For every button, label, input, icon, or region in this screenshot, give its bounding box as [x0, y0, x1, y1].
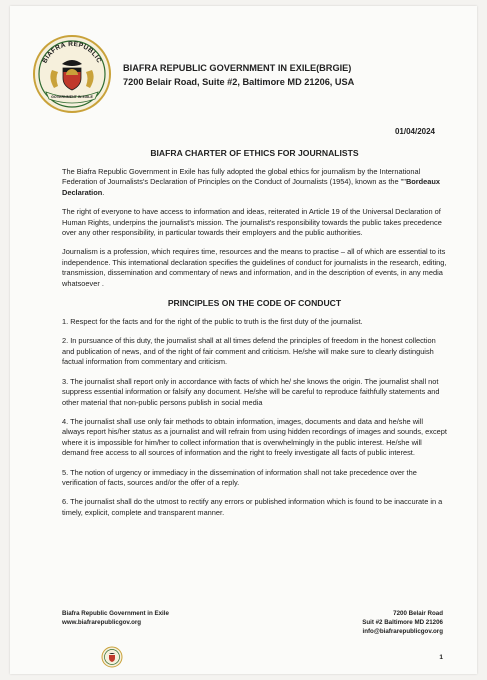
- intro-paragraph: The Biafra Republic Government in Exile has fully adopted the global ethics for journalism by the International Federation of Journalists's Declaration of Principles on the Conduct of Journalists (1954), known as the ""Bordeaux Declaration.: [62, 167, 441, 197]
- page-number: 1: [439, 654, 443, 661]
- principle-item: 4. The journalist shall use only fair methods to obtain information, images, documents and data and he/she will always report his/her status as a journalist and will refrain from using hidden recordings of images and sounds, except where it is impossible for him/her to collect information that is overwhelmingly in the public interest. He/she will demand free access to all sources of information and the right to freely investigate all facts of public interest.: [62, 416, 447, 458]
- footer-right: [362, 609, 443, 636]
- seal-arc-text: BIAFRA REPUBLIC: [41, 40, 103, 65]
- principle-item: 1. Respect for the facts and for the right of the public to truth is the first duty of the journalist.: [62, 317, 363, 327]
- principle-item: 3. The journalist shall report only in accordance with facts of which he/ she knows the origin. The journalist shall not suppress essential information or falsify any document. He/she will be careful to reproduce faithfully statements and other material that non-public persons publish in social media: [62, 376, 440, 407]
- footer-street: 7200 Belair Road: [393, 610, 443, 617]
- organization-address: 7200 Belair Road, Suite #2, Baltimore MD 21206, USA: [123, 77, 355, 87]
- footer-website-link[interactable]: www.biafrarepublicgov.org: [62, 619, 142, 626]
- footer-org-name: Biafra Republic Government in Exile: [62, 610, 169, 617]
- principle-item: 5. The notion of urgency or immediacy in the dissemination of information shall not take precedence over the verification of facts, sources and/or the offer of a reply.: [62, 467, 417, 487]
- document-body: [62, 148, 447, 527]
- footer-suite-city: Suit #2 Baltimore MD 21206: [362, 619, 443, 626]
- footer-email-link[interactable]: info@biafrarepublicgov.org: [362, 628, 443, 635]
- principles-heading: PRINCIPLES ON THE CODE OF CONDUCT: [167, 298, 342, 309]
- document-page: [10, 6, 477, 674]
- paragraph-rights: The right of everyone to have access to information and ideas, reiterated in Article 19 of the Universal Declaration of Human Rights, underpins the journalist's mission. The journalist's responsibility towards the public takes precedence over any other responsibility, in particular towards their employers and the public authorities.: [62, 207, 442, 238]
- organization-name: BIAFRA REPUBLIC GOVERNMENT IN EXILE(BRGIE): [123, 63, 352, 73]
- footer-left: [62, 609, 169, 627]
- coat-of-arms-seal: [32, 34, 112, 114]
- document-date: 01/04/2024: [394, 127, 435, 136]
- principle-item: 2. In pursuance of this duty, the journalist shall at all times defend the principles of freedom in the honest collection and publication of news, and of the right of fair comment and criticism. He/she will make sure to clearly distinguish factual information from commentary and criticism.: [62, 336, 436, 367]
- seal-banner-text: GOVERNMENT IN EXILE: [51, 95, 93, 99]
- footer-seal-icon: [101, 646, 123, 668]
- document-title: BIAFRA CHARTER OF ETHICS FOR JOURNALISTS: [150, 148, 359, 158]
- bordeaux-declaration-text: Bordeaux Declaration: [62, 177, 441, 197]
- principle-item: 6. The journalist shall do the utmost to rectify any errors or published information which is found to be inaccurate in a timely, explicit, complete and transparent manner.: [62, 497, 443, 517]
- paragraph-profession: Journalism is a profession, which requires time, resources and the means to practise – all of which are essential to its independence. This international declaration specifies the guidelines of conduct for journalists in the research, editing, transmission, dissemination and commentary of news and information, and in the description of events, in any media whatsoever .: [62, 247, 447, 288]
- letterhead: [123, 61, 354, 89]
